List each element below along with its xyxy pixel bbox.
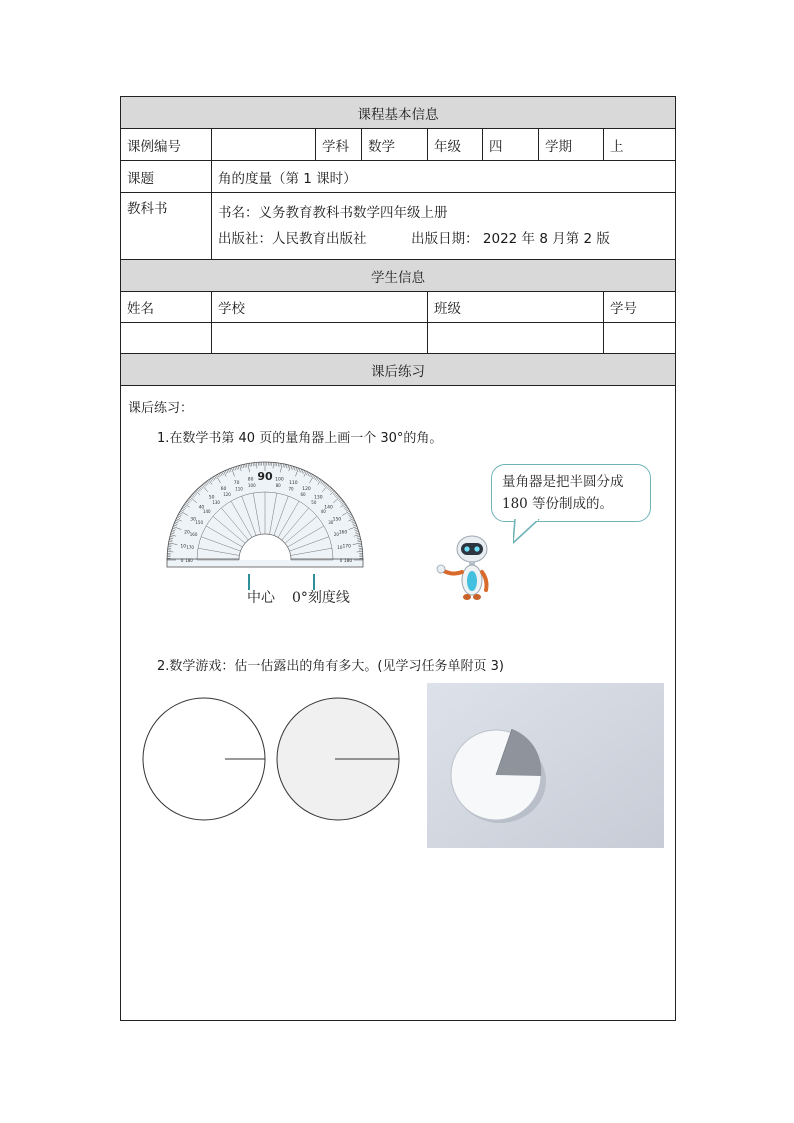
exercise-area: [121, 386, 676, 1021]
school-field[interactable]: [212, 323, 428, 354]
name-label: 姓名: [121, 292, 212, 323]
protractor-tick-label: 40: [198, 505, 205, 511]
protractor-inner-tick-label: 40: [320, 509, 326, 515]
bubble-tail: [513, 519, 543, 545]
protractor-tick-label: 70: [233, 481, 240, 487]
protractor-tick-label: 120: [302, 487, 311, 493]
publisher: 出版社：人民教育出版社: [218, 231, 367, 247]
question-1: 1.在数学书第 40 页的量角器上画一个 30°的角。: [157, 431, 443, 446]
exercise-intro: 课后练习：: [128, 401, 194, 416]
protractor-inner-tick-label: 100: [247, 483, 256, 489]
id-label: 学号: [604, 292, 676, 323]
name-field[interactable]: [121, 323, 212, 354]
protractor-inner-tick-label: 140: [202, 509, 211, 515]
protractor-tick-label: 130: [314, 495, 323, 501]
id-field[interactable]: [604, 323, 676, 354]
protractor-inner-tick-label: 170: [186, 544, 194, 550]
grade-value: 四: [483, 129, 539, 161]
textbook-label-text: 教科书: [127, 201, 168, 217]
protractor-tick-label: 100: [275, 477, 284, 483]
protractor-tick-label: 80: [247, 477, 254, 483]
book-name: 书名：义务教育教科书数学四年级上册: [218, 205, 448, 221]
paper-disc-photo: [427, 683, 664, 848]
protractor-inner-tick-label: 0: [339, 558, 343, 563]
center-label: 中心: [247, 590, 275, 606]
protractor-tick-label: 180: [343, 559, 353, 564]
protractor-inner-tick-label: 120: [223, 492, 231, 498]
protractor-inner-tick-label: 20: [333, 532, 339, 538]
topic-value: 角的度量（第 1 课时）: [212, 161, 676, 193]
protractor-inner-tick-label: 70: [288, 486, 294, 492]
school-label: 学校: [212, 292, 428, 323]
protractor-tick-label: 50: [208, 495, 215, 501]
bubble-line-1: 量角器是把半圆分成: [502, 474, 624, 490]
class-field[interactable]: [428, 323, 604, 354]
publisher-line: [218, 226, 669, 252]
subject-value: 数学: [362, 129, 428, 161]
protractor-tick-label: 150: [332, 517, 342, 523]
topic-label: 课题: [121, 161, 212, 193]
pub-date: 出版日期： 2022 年 8 月第 2 版: [411, 231, 610, 247]
protractor-tick-label: 60: [220, 487, 227, 493]
protractor-tick-label: 0: [180, 559, 184, 564]
textbook-info: [212, 193, 676, 260]
protractor-tick-label: 10: [180, 544, 187, 550]
speech-bubble: [491, 464, 651, 522]
protractor-inner-tick-label: 10: [337, 544, 343, 550]
protractor-top-label: 90: [257, 470, 273, 483]
section-student-info: 学生信息: [121, 260, 676, 292]
paper-circle-white: [141, 695, 269, 823]
protractor-inner-tick-label: 150: [195, 520, 204, 525]
subject-label: 学科: [316, 129, 362, 161]
term-value: 上: [604, 129, 676, 161]
grade-label: 年级: [428, 129, 483, 161]
zero-line-label: 0°刻度线: [292, 590, 350, 606]
protractor-base: [167, 559, 363, 567]
protractor-tick-label: 160: [338, 530, 348, 536]
paper-circle-gray: [275, 695, 403, 823]
protractor-tick-label: 30: [190, 517, 196, 523]
protractor-inner-tick-label: 60: [300, 492, 306, 498]
protractor-image: [163, 460, 373, 570]
protractor-tick-label: 140: [324, 505, 333, 511]
lesson-sheet: [120, 96, 676, 1021]
case-no-label: 课例编号: [121, 129, 212, 161]
protractor-inner-tick-label: 130: [212, 499, 220, 505]
protractor-tick-label: 20: [184, 530, 190, 536]
section-course-info: 课程基本信息: [121, 97, 676, 129]
protractor-inner-tick-label: 80: [275, 483, 281, 489]
robot-icon: [434, 534, 500, 604]
protractor-tick-label: 170: [342, 544, 352, 550]
protractor-inner-tick-label: 160: [189, 532, 198, 538]
bubble-line-2: 180 等份制成的。: [502, 496, 614, 512]
section-after-class: 课后练习: [121, 354, 676, 386]
term-label: 学期: [539, 129, 604, 161]
protractor-inner-tick-label: 180: [185, 558, 193, 563]
protractor-inner-tick-label: 30: [328, 520, 334, 525]
protractor-tick-label: 110: [289, 481, 298, 487]
protractor-inner-tick-label: 110: [235, 486, 243, 492]
protractor-inner-tick-label: 50: [311, 499, 317, 505]
case-no-value: [212, 129, 316, 161]
class-label: 班级: [428, 292, 604, 323]
textbook-label: [121, 193, 212, 260]
question-2: 2.数学游戏：估一估露出的角有多大。(见学习任务单附页 3): [157, 659, 504, 674]
